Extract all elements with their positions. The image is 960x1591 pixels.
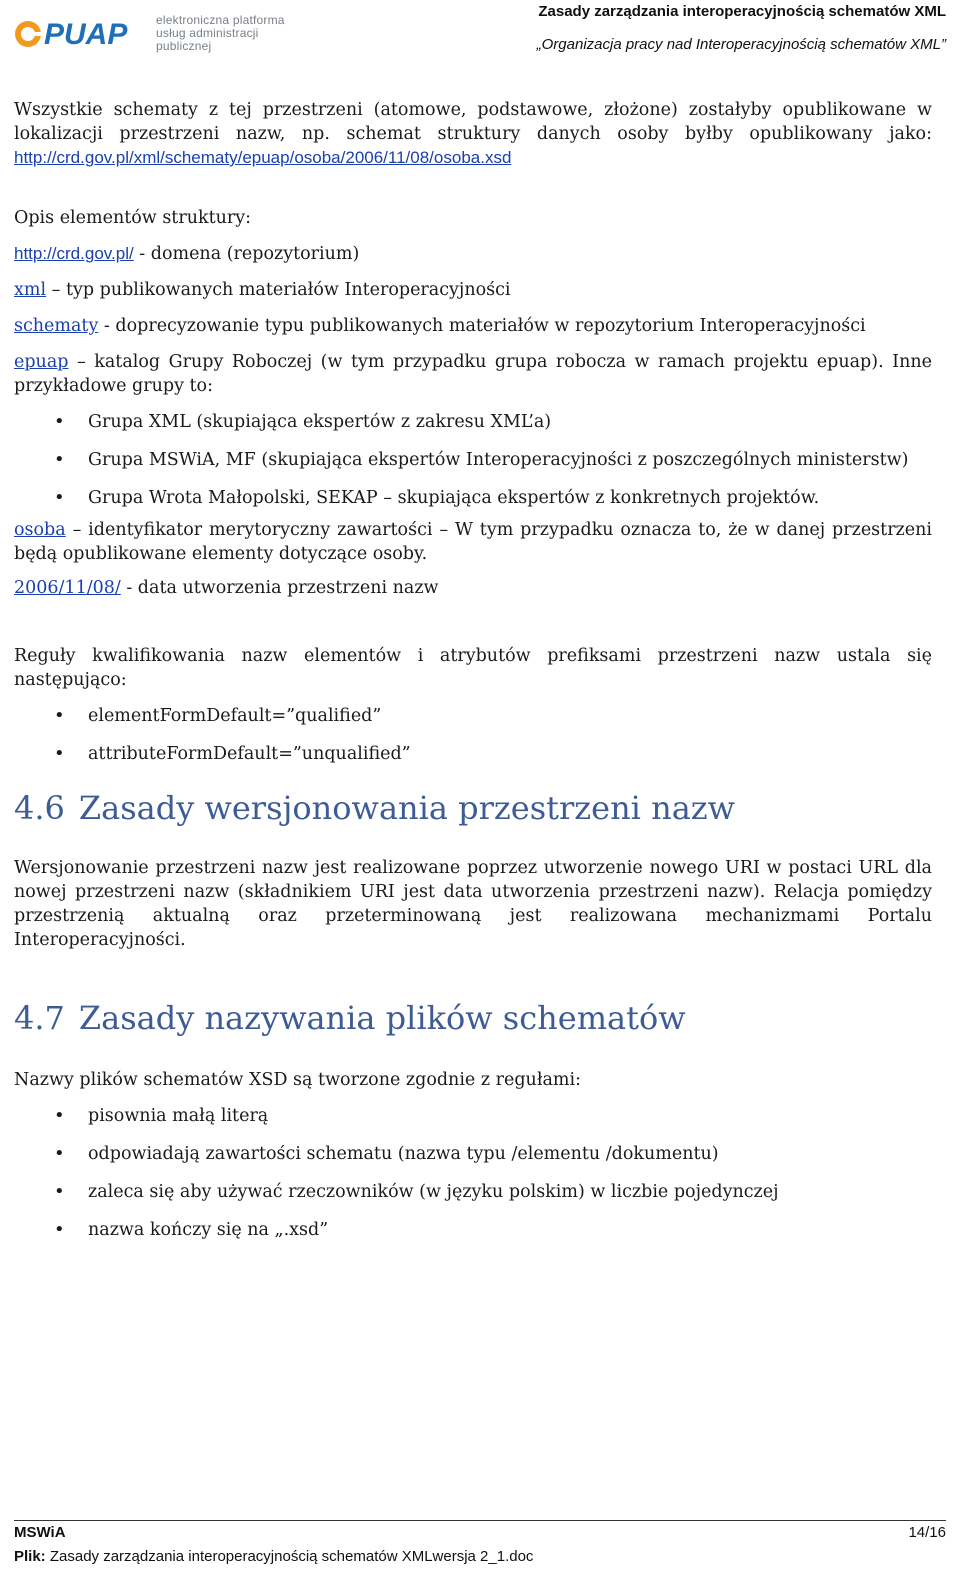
page-header <box>0 0 960 64</box>
structure-link-xml[interactable]: xml <box>14 280 47 300</box>
structure-item-domain: http://crd.gov.pl/ - domena (repozytorium) <box>14 244 360 264</box>
section-number: 4.6 <box>14 789 65 827</box>
document-body <box>14 98 932 1256</box>
epuap-logo <box>14 6 304 53</box>
rules-paragraph: Reguły kwalifikowania nazw elementów i atrybutów prefiksami przestrzeni nazw ustala się następująco: <box>14 646 932 690</box>
structure-item-epuap: epuap – katalog Grupy Roboczej (w tym przypadku grupa robocza w ramach projektu epuap). Inne przykładowe grupy to: <box>14 352 932 396</box>
structure-item-date: 2006/11/08/ - data utworzenia przestrzeni nazw <box>14 578 439 598</box>
list-item: • odpowiadają zawartości schematu (nazwa typu /elementu /dokumentu) <box>14 1142 932 1166</box>
structure-link-date[interactable]: 2006/11/08/ <box>14 578 121 598</box>
svg-text:PUAP: PUAP <box>44 18 128 50</box>
list-item: • nazwa kończy się na „.xsd” <box>14 1218 932 1242</box>
footer-file-name: Zasady zarządzania interoperacyjnością schematów XMLwersja 2_1.doc <box>49 1548 534 1565</box>
intro-url-link[interactable]: http://crd.gov.pl/xml/schematy/epuap/osoba/2006/11/08/osoba.xsd <box>14 148 512 167</box>
structure-item-schematy: schematy - doprecyzowanie typu publikowanych materiałów w repozytorium Interoperacyjności <box>14 316 866 336</box>
structure-heading: Opis elementów struktury: <box>14 208 252 228</box>
rules-list <box>14 704 932 766</box>
section-number: 4.7 <box>14 999 65 1037</box>
list-item: • zaleca się aby używać rzeczowników (w języku polskim) w liczbie pojedynczej <box>14 1180 932 1204</box>
footer-org: MSWiA <box>14 1524 66 1541</box>
section-47-paragraph: Nazwy plików schematów XSD są tworzone zgodnie z regułami: <box>14 1070 582 1090</box>
list-item: • pisownia małą literą <box>14 1104 932 1128</box>
page-number: 14/16 <box>908 1524 946 1541</box>
intro-paragraph <box>14 98 932 170</box>
section-title: Zasady nazywania plików schematów <box>78 999 686 1037</box>
section-title: Zasady wersjonowania przestrzeni nazw <box>78 789 736 827</box>
list-item: • Grupa Wrota Małopolski, SEKAP – skupiająca ekspertów z konkretnych projektów. <box>14 486 932 510</box>
list-item: • elementFormDefault=”qualified” <box>14 704 932 728</box>
epuap-logo-icon <box>14 12 154 50</box>
list-item: • Grupa MSWiA, MF (skupiająca ekspertów Interoperacyjności z poszczególnych ministerstw) <box>14 448 932 472</box>
section-47-heading <box>14 998 932 1038</box>
structure-link-domain[interactable]: http://crd.gov.pl/ <box>14 244 134 263</box>
list-item: • Grupa XML (skupiająca ekspertów z zakresu XML’a) <box>14 410 932 434</box>
structure-link-schematy[interactable]: schematy <box>14 316 99 336</box>
filename-rules-list <box>14 1104 932 1242</box>
logo-tagline-1: elektroniczna platforma <box>156 13 285 27</box>
structure-link-osoba[interactable]: osoba <box>14 520 66 540</box>
logo-tagline-2: usług administracji publicznej <box>156 26 259 53</box>
page-footer <box>14 1520 946 1569</box>
list-item: • attributeFormDefault=”unqualified” <box>14 742 932 766</box>
intro-text: Wszystkie schematy z tej przestrzeni (atomowe, podstawowe, złożone) zostałyby opublikowane w lokalizacji przestrzeni nazw, np. schemat struktury danych osoby byłby opublikowany jako: <box>14 100 932 144</box>
structure-item-osoba: osoba – identyfikator merytoryczny zawartości – W tym przypadku oznacza to, że w danej przestrzeni będą opublikowane elementy dotyczące osoby. <box>14 520 932 564</box>
header-subtitle: „Organizacja pracy nad Interoperacyjnością schematów XML” <box>536 36 946 53</box>
structure-item-xml: xml – typ publikowanych materiałów Interoperacyjności <box>14 280 511 300</box>
header-title: Zasady zarządzania interoperacyjnością schematów XML <box>538 3 946 20</box>
structure-link-epuap[interactable]: epuap <box>14 352 69 372</box>
groups-list <box>14 410 932 510</box>
section-46-paragraph: Wersjonowanie przestrzeni nazw jest realizowane poprzez utworzenie nowego URI w postaci URL dla nowej przestrzeni nazw (składnikiem URI jest data utworzenia przestrzeni nazw). Relacja pomiędzy przestrzenią aktualną oraz przeterminowaną jest realizowana mechanizmami Portalu Interoperacyjności. <box>14 858 932 950</box>
footer-file-label: Plik: <box>14 1548 46 1565</box>
section-46-heading <box>14 788 932 828</box>
